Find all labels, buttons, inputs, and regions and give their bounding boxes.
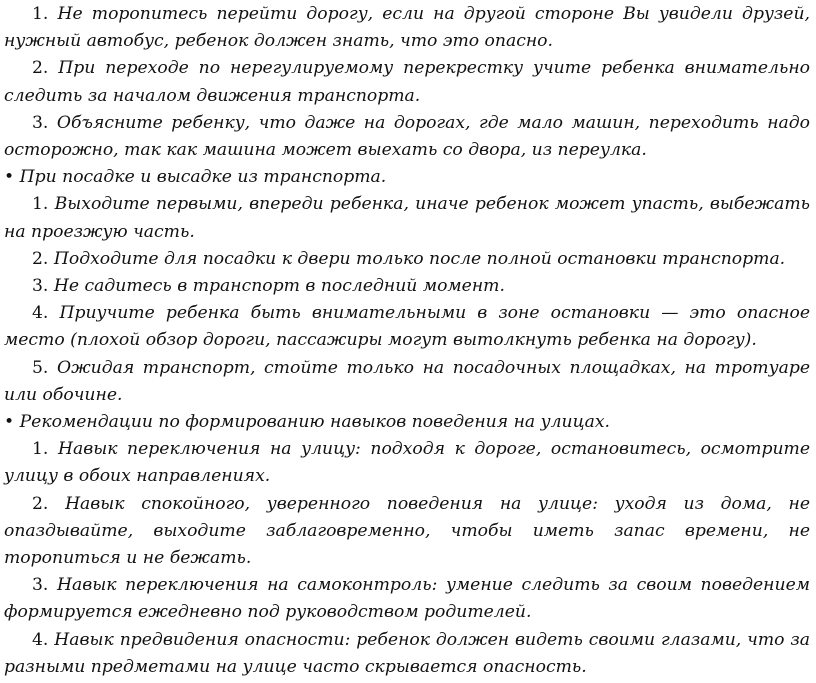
item-number: 2. bbox=[32, 248, 49, 269]
bullet-icon: • bbox=[4, 412, 15, 433]
list-item bbox=[4, 191, 810, 245]
item-text: Не торопитесь перейти дорогу, если на другой стороне Вы увидели друзей, нужный автобус, ребенок должен знать, что это опасно. bbox=[4, 4, 810, 52]
document-body bbox=[4, 1, 810, 681]
list-item bbox=[4, 300, 810, 354]
item-text: Подходите для посадки к двери только после полной остановки транспорта. bbox=[53, 248, 786, 269]
item-number: 4. bbox=[32, 303, 49, 324]
item-text: Ожидая транспорт, стойте только на посадочных площадках, на тротуаре или обочине. bbox=[4, 357, 810, 405]
item-text: Объясните ребенку, что даже на дорогах, где мало машин, переходить надо осторожно, так как машина может выехать со двора, из переулка. bbox=[4, 112, 811, 161]
item-text: Навык переключения на улицу: подходя к дороге, остановитесь, осмотрите улицу в обоих направлениях. bbox=[4, 439, 810, 487]
item-number: 1. bbox=[32, 4, 49, 24]
section-heading-boarding bbox=[4, 164, 810, 191]
item-number: 2. bbox=[32, 58, 49, 79]
section-heading-recommendations bbox=[4, 409, 810, 436]
list-item bbox=[4, 55, 810, 109]
item-text: Навык спокойного, уверенного поведения на улице: уходя из дома, не опаздывайте, выходите заблаговременно, чтобы иметь запас времени, не торопиться и не бежать. bbox=[4, 493, 810, 569]
list-item bbox=[4, 246, 810, 273]
list-item bbox=[4, 627, 810, 681]
item-text: Выходите первыми, впереди ребенка, иначе ребенок может упасть, выбежать на проезжую часть. bbox=[4, 194, 810, 242]
item-text: Не садитесь в транспорт в последний момент. bbox=[53, 276, 505, 297]
bullet-icon: • bbox=[4, 167, 15, 188]
item-number: 4. bbox=[32, 629, 49, 650]
item-number: 3. bbox=[32, 276, 49, 297]
item-number: 2. bbox=[32, 493, 49, 514]
list-item bbox=[4, 572, 810, 626]
item-number: 5. bbox=[32, 357, 49, 378]
heading-text: При посадке и высадке из транспорта. bbox=[19, 167, 387, 188]
item-number: 3. bbox=[32, 112, 49, 133]
item-text: При переходе по нерегулируемому перекрестку учите ребенка внимательно следить за началом движения транспорта. bbox=[4, 58, 810, 106]
item-text: Навык предвидения опасности: ребенок должен видеть своими глазами, что за разными предметами на улице часто скрывается опасность. bbox=[4, 629, 810, 677]
list-item bbox=[4, 491, 810, 573]
item-number: 3. bbox=[32, 575, 49, 596]
item-number: 1. bbox=[32, 194, 49, 215]
item-text: Навык переключения на самоконтроль: умение следить за своим поведением формируется ежедневно под руководством родителей. bbox=[4, 575, 810, 623]
list-item bbox=[4, 1, 810, 55]
list-item bbox=[4, 355, 810, 409]
heading-text: Рекомендации по формированию навыков поведения на улицах. bbox=[19, 412, 610, 433]
list-item bbox=[4, 273, 810, 300]
item-number: 1. bbox=[32, 439, 49, 460]
list-item bbox=[4, 110, 810, 164]
list-item bbox=[4, 436, 810, 490]
item-text: Приучите ребенка быть внимательными в зоне остановки — это опасное место (плохой обзор дороги, пассажиры могут вытолкнуть ребенка на дорогу). bbox=[4, 303, 810, 351]
